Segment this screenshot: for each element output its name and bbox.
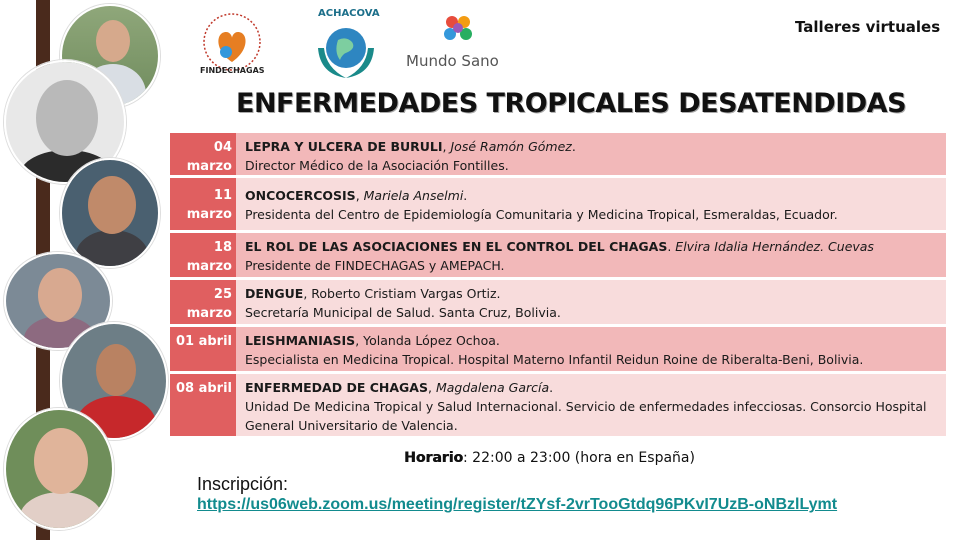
session-affiliation: Especialista en Medicina Tropical. Hospital Materno Infantil Reidun Roine de Riberalta-Beni, Bolivia.: [245, 352, 864, 367]
findechagas-logo: [196, 10, 268, 78]
table-row: [170, 178, 946, 230]
session-speaker: Magdalena García: [435, 380, 550, 395]
session-speaker: José Ramón Gómez: [450, 139, 572, 154]
achacova-label: ACHACOVA: [318, 8, 380, 19]
session-speaker: Mariela Anselmi: [363, 188, 464, 203]
date-cell: 01 abril: [170, 327, 236, 371]
page-title: ENFERMEDADES TROPICALES DESATENDIDAS: [236, 88, 907, 119]
findechagas-label: FINDECHAGAS: [200, 66, 265, 75]
session-speaker: Yolanda López Ochoa.: [363, 333, 500, 348]
mundo-sano-logo: [404, 10, 514, 74]
session-topic: DENGUE: [245, 286, 304, 301]
registration-link[interactable]: https://us06web.zoom.us/meeting/register/tZYsf-2vrTooGtdq96PKvI7UzB-oNBzlLymt: [197, 496, 838, 513]
session-details: ENFERMEDAD DE CHAGAS, Magdalena García. Unidad De Medicina Tropical y Salud Internacional. Servicio de enfermedades infecciosas. Consorcio Hospital General Universitario de Valencia.: [236, 374, 946, 436]
session-details: DENGUE, Roberto Cristiam Vargas Ortiz. Secretaría Municipal de Salud. Santa Cruz, Bolivia.: [236, 280, 946, 324]
session-affiliation: Director Médico de la Asociación Fontilles.: [245, 158, 509, 173]
session-affiliation: Unidad De Medicina Tropical y Salud Internacional. Servicio de enfermedades infecciosas. Consorcio Hospital General Universitario de Valencia.: [245, 399, 927, 433]
table-row: [170, 374, 946, 436]
session-details: LEPRA Y ULCERA DE BURULI, José Ramón Gómez. Director Médico de la Asociación Fontilles.: [236, 133, 946, 175]
session-speaker: Roberto Cristiam Vargas Ortiz.: [311, 286, 501, 301]
session-affiliation: Presidente de FINDECHAGAS y AMEPACH.: [245, 258, 505, 273]
talleres-virtuales-label: Talleres virtuales: [795, 18, 941, 36]
session-affiliation: Presidenta del Centro de Epidemiología Comunitaria y Medicina Tropical, Esmeraldas, Ecuador.: [245, 207, 838, 222]
session-details: EL ROL DE LAS ASOCIACIONES EN EL CONTROL DEL CHAGAS. Elvira Idalia Hernández. Cuevas Presidente de FINDECHAGAS y AMEPACH.: [236, 233, 946, 277]
session-topic: EL ROL DE LAS ASOCIACIONES EN EL CONTROL DEL CHAGAS: [245, 239, 668, 254]
inscripcion-label: Inscripción:: [197, 474, 289, 494]
table-row: [170, 233, 946, 277]
session-speaker: Elvira Idalia Hernández. Cuevas: [675, 239, 874, 254]
session-topic: LEPRA Y ULCERA DE BURULI: [245, 139, 443, 154]
date-cell: 18 marzo: [170, 233, 236, 277]
date-cell: 08 abril: [170, 374, 236, 436]
table-row: [170, 133, 946, 175]
speaker-photo-6: [4, 408, 114, 530]
session-topic: ENFERMEDAD DE CHAGAS: [245, 380, 428, 395]
date-cell: 04 marzo: [170, 133, 236, 175]
schedule-table: [170, 133, 946, 439]
session-affiliation: Secretaría Municipal de Salud. Santa Cruz, Bolivia.: [245, 305, 561, 320]
table-row: [170, 327, 946, 371]
date-cell: 11 marzo: [170, 178, 236, 230]
horario-label: Horario: [404, 450, 464, 466]
achacova-logo: [312, 8, 380, 82]
date-cell: 25 marzo: [170, 280, 236, 324]
mundo-sano-label: Mundo Sano: [406, 52, 499, 70]
table-row: [170, 280, 946, 324]
horario-line: [404, 450, 695, 466]
horario-value: : 22:00 a 23:00 (hora en España): [463, 450, 695, 466]
session-topic: LEISHMANIASIS: [245, 333, 356, 348]
speaker-photo-3: [60, 158, 160, 268]
session-details: ONCOCERCOSIS, Mariela Anselmi. Presidenta del Centro de Epidemiología Comunitaria y Medicina Tropical, Esmeraldas, Ecuador.: [236, 178, 946, 230]
session-details: LEISHMANIASIS, Yolanda López Ochoa. Especialista en Medicina Tropical. Hospital Materno Infantil Reidun Roine de Riberalta-Beni, Bolivia.: [236, 327, 946, 371]
session-topic: ONCOCERCOSIS: [245, 188, 356, 203]
